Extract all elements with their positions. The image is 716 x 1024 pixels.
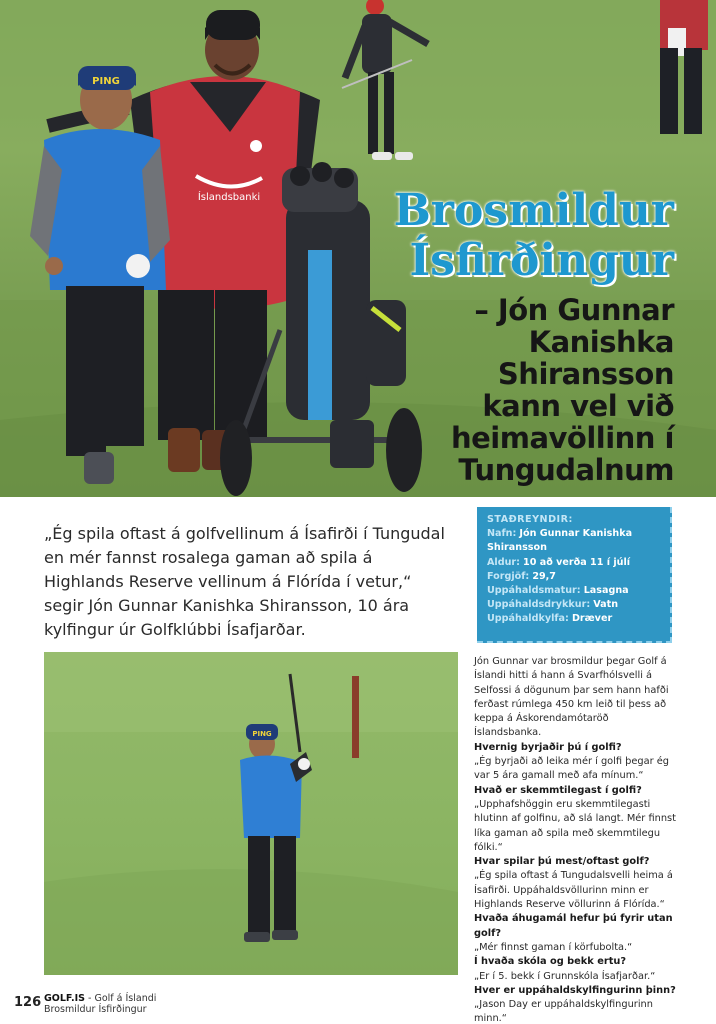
footer-site-suffix: - Golf á Íslandi <box>85 993 157 1004</box>
facts-value: 10 að verða 11 í júlí <box>523 556 631 568</box>
vest-logo-text: Íslandsbanki <box>197 192 261 203</box>
facts-row <box>487 584 660 598</box>
facts-row <box>487 612 660 626</box>
background-person-right <box>660 0 708 134</box>
subheadline-line: Tungudalnum <box>458 453 674 487</box>
facts-box <box>477 507 672 643</box>
interview-answer: „Jason Day er uppáhaldskylfingurinn minn.“ <box>474 999 653 1024</box>
action-photo <box>44 652 458 975</box>
interview-question: Hvað er skemmtilegast í golfi? <box>474 784 642 796</box>
facts-key: Uppáhaldsdrykkur: <box>487 599 591 611</box>
headline-line-1: Brosmildur <box>393 185 674 236</box>
subheadline-line: heimavöllinn í <box>450 421 674 455</box>
article-body <box>474 655 676 1024</box>
article-title-block <box>354 186 674 486</box>
facts-value: 29,7 <box>532 570 556 582</box>
cap-logo-text: PING <box>252 730 272 738</box>
facts-value: Lasagna <box>583 585 629 597</box>
interview-answer: „Ég byrjaði að leika mér í golfi þegar ég var 5 ára gamall með afa mínum.“ <box>474 756 670 782</box>
headline-line-2: Ísfirðingur <box>409 235 674 286</box>
facts-key: Uppáhaldsmatur: <box>487 585 581 597</box>
action-illustration <box>44 652 458 975</box>
facts-value: Jón Gunnar Kanishka Shiransson <box>487 528 633 554</box>
facts-value: Dræver <box>571 613 613 625</box>
interview-question: Hvaða áhugamál hefur þú fyrir utan golf? <box>474 913 673 939</box>
facts-row <box>487 570 660 584</box>
article-lead: Jón Gunnar var brosmildur þegar Golf á Íslandi hitti á hann á Svarfhólsvelli á Selfossi á dögunum þar sem hann hafði ferðast rúmlega 450 km leið til þess að keppa á Áskorendamótaröð Íslandsbanka. <box>474 656 669 739</box>
footer-section: Brosmildur Ísfirðingur <box>44 1004 147 1015</box>
subheadline <box>354 294 674 486</box>
interview-question: Í hvaða skóla og bekk ertu? <box>474 956 627 968</box>
interview-answer: „Mér finnst gaman í körfubolta.“ <box>474 941 633 953</box>
interview-question: Hvar spilar þú mest/oftast golf? <box>474 856 650 868</box>
facts-row <box>487 527 660 555</box>
facts-header: STAÐREYNDIR: <box>487 514 573 525</box>
facts-key: Nafn: <box>487 528 517 540</box>
subheadline-line: Shiransson <box>497 357 674 391</box>
facts-row <box>487 556 660 570</box>
footer-site-name: GOLF.IS <box>44 993 86 1004</box>
subheadline-line: – Jón Gunnar <box>474 293 674 327</box>
cap-logo-text: PING <box>92 76 120 87</box>
facts-key: Aldur: <box>487 556 520 568</box>
intro-paragraph: „Ég spila oftast á golfvellinum á Ísafirði í Tungudal en mér fannst rosalega gaman að spila á Highlands Reserve vellinum á Flórída í vetur,“ segir Jón Gunnar Kanishka Shiransson, 10 ára kylfingur úr Golfklúbbi Ísafjarðar. <box>44 524 445 639</box>
facts-key: Forgjöf: <box>487 570 530 582</box>
subheadline-line: kann vel við <box>482 389 674 423</box>
flag-pole <box>352 676 359 758</box>
hero-photo <box>0 0 716 497</box>
facts-value: Vatn <box>593 599 619 611</box>
interview-question: Hvernig byrjaðir þú í golfi? <box>474 741 622 753</box>
footer-site <box>44 993 156 1004</box>
interview-answer: „Upphafshöggin eru skemmtilegasti hlutinn af golfinu, að slá langt. Mér finnst líka gaman að spila með skemmtilegu fólki.“ <box>474 798 676 853</box>
interview-answer: „Er í 5. bekk í Grunnskóla Ísafjarðar.“ <box>474 970 656 982</box>
page-number: 126 <box>14 995 42 1010</box>
interview-answer: „Ég spila oftast á Tungudalsvelli heima á Ísafirði. Uppáhaldsvöllurinn minn er Highlands Reserve völlurinn á Flórída.“ <box>474 870 673 911</box>
interview-question: Hver er uppáhaldskylfingurinn þinn? <box>474 984 676 996</box>
facts-key: Uppáhaldkylfa: <box>487 613 569 625</box>
subheadline-line: Kanishka <box>528 325 674 359</box>
facts-row <box>487 598 660 612</box>
